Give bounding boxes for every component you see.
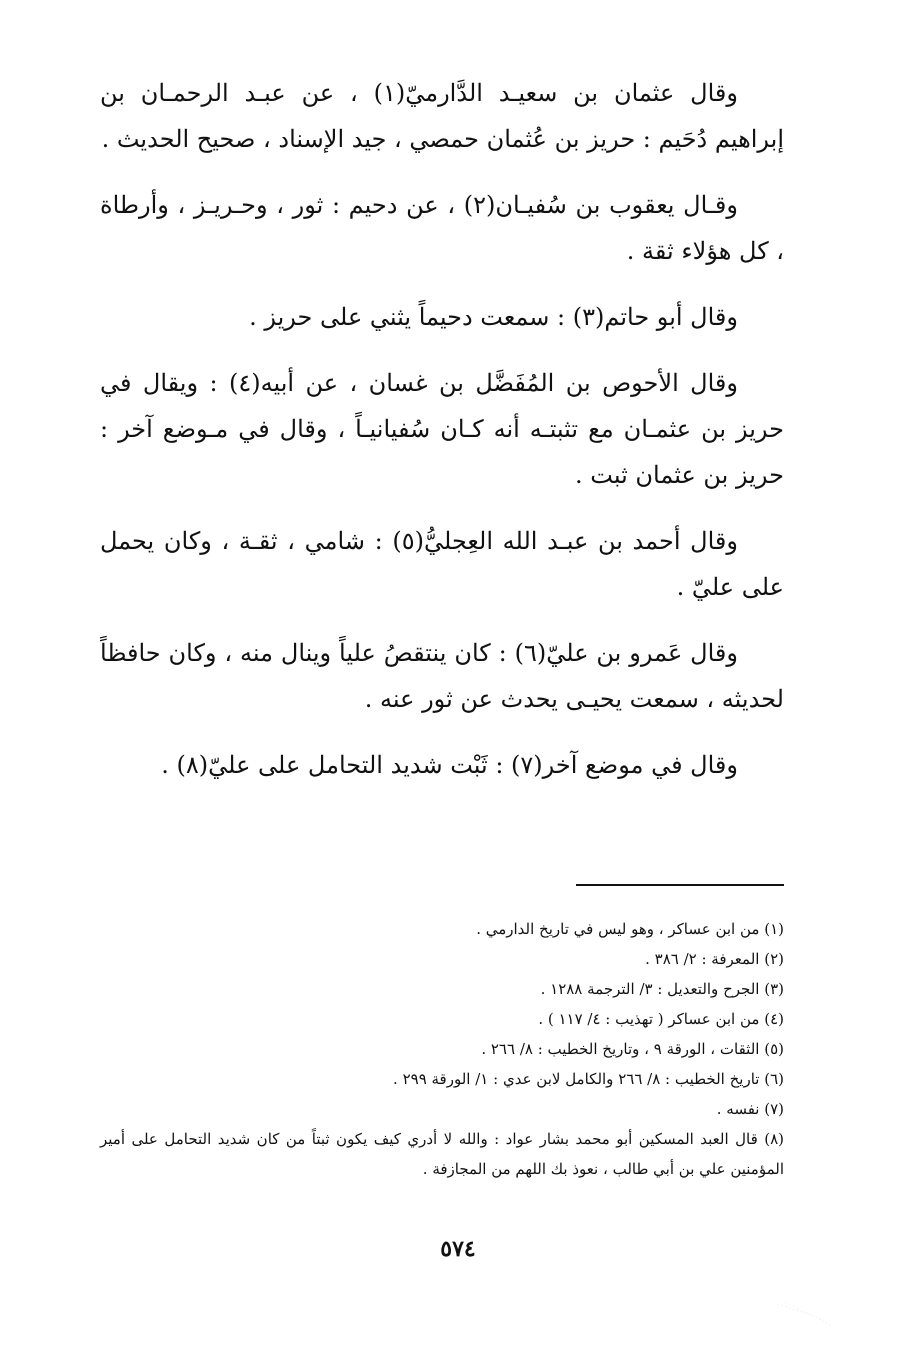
paragraph-3: وقال أبو حاتم(٣) : سمعت دحيماً يثني على حريز .	[249, 303, 738, 331]
footnote-7: (٧) نفسه .	[716, 1100, 784, 1118]
main-text	[100, 70, 784, 808]
footnote-3: (٣) الجرح والتعديل : ٣/ الترجمة ١٢٨٨ .	[540, 980, 784, 998]
paragraph-4: وقال الأحوص بن المُفَضَّل بن غسان ، عن أبيه(٤) : ويقال في حريز بن عثمـان مع تثبتـه أنه كـان سُفيانيـاً ، وقال في مـوضع آخر : حريز بن عثمان ثبت .	[100, 369, 784, 489]
footnote-1: (١) من ابن عساكر ، وهو ليس في تاريخ الدارمي .	[476, 920, 784, 938]
footnote-4: (٤) من ابن عساكر ( تهذيب : ٤/ ١١٧ ) .	[538, 1010, 784, 1028]
footnote-divider	[576, 884, 784, 886]
footnote-8: (٨) قال العبد المسكين أبو محمد بشار عواد : والله لا أدري كيف يكون ثبتاً من كان شديد التحامل على أمير المؤمنين علي بن أبي طالب ، نعوذ بك اللهم من المجازفة .	[100, 1130, 784, 1178]
paragraph-6: وقال عَمرو بن عليّ(٦) : كان ينتقصُ علياً وينال منه ، وكان حافظاً لحديثه ، سمعت يحيـى يحدث عن ثور عنه .	[100, 639, 784, 713]
paragraph-5: وقال أحمد بن عبـد الله العِجليُّ(٥) : شامي ، ثقـة ، وكان يحمل على عليّ .	[100, 527, 784, 601]
footnote-2: (٢) المعرفة : ٢/ ٣٨٦ .	[645, 950, 784, 968]
page-number: ٥٧٤	[440, 1236, 476, 1262]
paragraph-7: وقال في موضع آخر(٧) : ثَبْت شديد التحامل على عليّ(٨) .	[161, 751, 738, 779]
paragraph-2: وقـال يعقوب بن سُفيـان(٢) ، عن دحيم : ثور ، وحـريـز ، وأرطاة ، كل هؤلاء ثقة .	[100, 191, 784, 265]
footnote-5: (٥) الثقات ، الورقة ٩ ، وتاريخ الخطيب : ٨/ ٢٦٦ .	[481, 1040, 784, 1058]
paragraph-1: وقال عثمان بن سعيـد الدَّارميّ(١) ، عن عبـد الرحمـان بن إبراهيم دُحَيم : حريز بن عُثمان حمصي ، جيد الإسناد ، صحيح الحديث .	[100, 79, 784, 153]
footnote-6: (٦) تاريخ الخطيب : ٨/ ٢٦٦ والكامل لابن عدي : ١/ الورقة ٢٩٩ .	[393, 1070, 784, 1088]
scan-smudge	[776, 1300, 836, 1330]
footnotes	[100, 914, 784, 1184]
